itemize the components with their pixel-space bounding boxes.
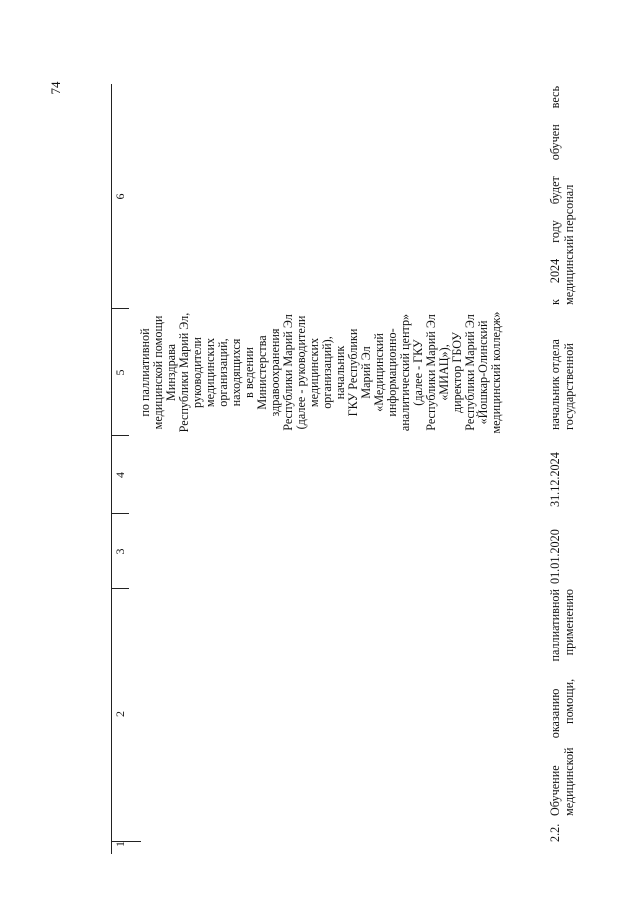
rotated-table [1,84,601,854]
col-number-1: 1 [113,841,127,847]
col5-continuation-line: по паллиативной [138,328,152,417]
table-header-border [111,84,112,854]
col5-continuation-line: находящихся [229,338,243,407]
col5-continuation-line: «МИАЦ»), [437,344,451,401]
col5-line-2: государственной [562,343,576,430]
col5-continuation-line: медицинской помощи [151,315,165,430]
col5-line-1: начальник отдела [548,339,562,430]
col5-continuation [139,309,503,436]
col-number-4: 4 [113,472,127,478]
col-number-5: 5 [113,369,127,376]
col5-continuation-line: ГКУ Республики [346,328,360,417]
col5-continuation-line: Республики Марий Эл [463,314,477,431]
col5-continuation-line: информационно- [385,328,399,417]
col5-continuation-line: (далее - руководители [294,315,308,430]
end-date: 31.12.2024 [548,452,562,507]
col5-continuation-line: организаций, [216,338,230,407]
col-number-3: 3 [113,548,127,555]
col-number-2: 2 [113,711,127,717]
col5-continuation-line: Марий Эл [359,346,373,399]
col5-continuation-line: медицинских [307,337,321,408]
col5-continuation-line: медицинских [203,337,217,408]
col5-continuation-line: организаций), [320,336,334,409]
col5-continuation-line: «Йошкар-Олинский [476,320,490,425]
col5-continuation-line: здравоохранения [268,328,282,417]
row-number: 2.2. [548,823,562,842]
page-number: 74 [48,81,63,95]
col5-continuation-line: медицинский колледж» [489,311,503,434]
col5-continuation-line: Республики Марий Эл [424,314,438,431]
col5-continuation-line: Минздрава [164,343,178,402]
col5-continuation-line: начальник [333,345,347,400]
result-line-2: медицинский персонал [562,184,576,305]
col5-continuation-line: в ведении Министерства [242,335,269,410]
col5-continuation-line: «Медицинский [372,333,386,412]
col5-continuation-line: Республики Марий Эл, [177,312,191,433]
col5-continuation-line: директор ГБОУ [450,331,464,414]
col5-continuation-line: (далее - ГКУ [411,339,425,406]
col5-continuation-line: руководители [190,337,204,408]
col5-continuation-line: Республики Марий Эл [281,314,295,431]
result-line-1: к 2024 году будет обучен весь [548,86,562,305]
start-date: 01.01.2020 [548,529,562,584]
col5-continuation-line: аналитический центр» [398,313,412,432]
task-line-2: медицинской помощи, применению [562,589,576,816]
task-line-1: Обучение оказанию паллиативной [548,589,562,816]
col-number-6: 6 [113,193,127,200]
